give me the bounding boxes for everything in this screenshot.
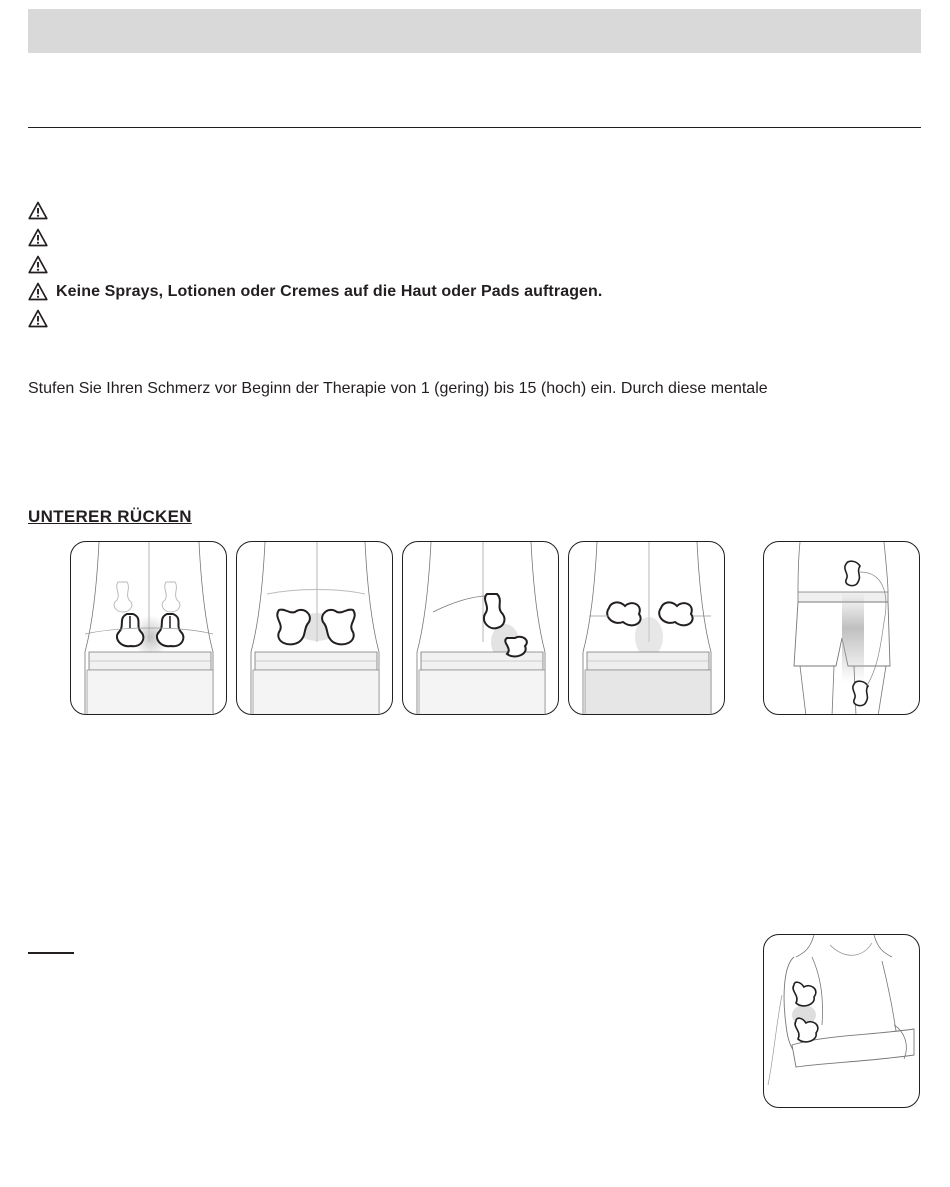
warning-triangle-icon (28, 309, 50, 329)
warning-text: Keine Sprays, Lotionen oder Cremes auf die Haut oder Pads auftragen. (56, 282, 603, 300)
lower-back-illustration-4 (568, 541, 725, 715)
warning-triangle-icon (28, 255, 50, 275)
warning-list (28, 197, 928, 332)
leg-illustration (763, 541, 920, 715)
arm-section-heading-underline (28, 952, 74, 954)
warning-item (28, 251, 928, 278)
warning-triangle-icon (28, 282, 50, 302)
lower-back-illustration-3 (402, 541, 559, 715)
warning-item (28, 305, 928, 332)
warning-item (28, 278, 928, 305)
warning-triangle-icon (28, 201, 50, 221)
lower-back-illustration-1 (70, 541, 227, 715)
lower-back-illustration-2 (236, 541, 393, 715)
pain-scale-text: Stufen Sie Ihren Schmerz vor Beginn der Therapie von 1 (gering) bis 15 (hoch) ein. Durch diese mentale (28, 380, 768, 397)
section-heading-lower-back: UNTERER RÜCKEN (28, 507, 192, 526)
arm-illustration (763, 934, 920, 1108)
warning-triangle-icon (28, 228, 50, 248)
warning-item (28, 197, 928, 224)
header-bar (28, 9, 921, 53)
warning-item (28, 224, 928, 251)
divider-line (28, 127, 921, 128)
